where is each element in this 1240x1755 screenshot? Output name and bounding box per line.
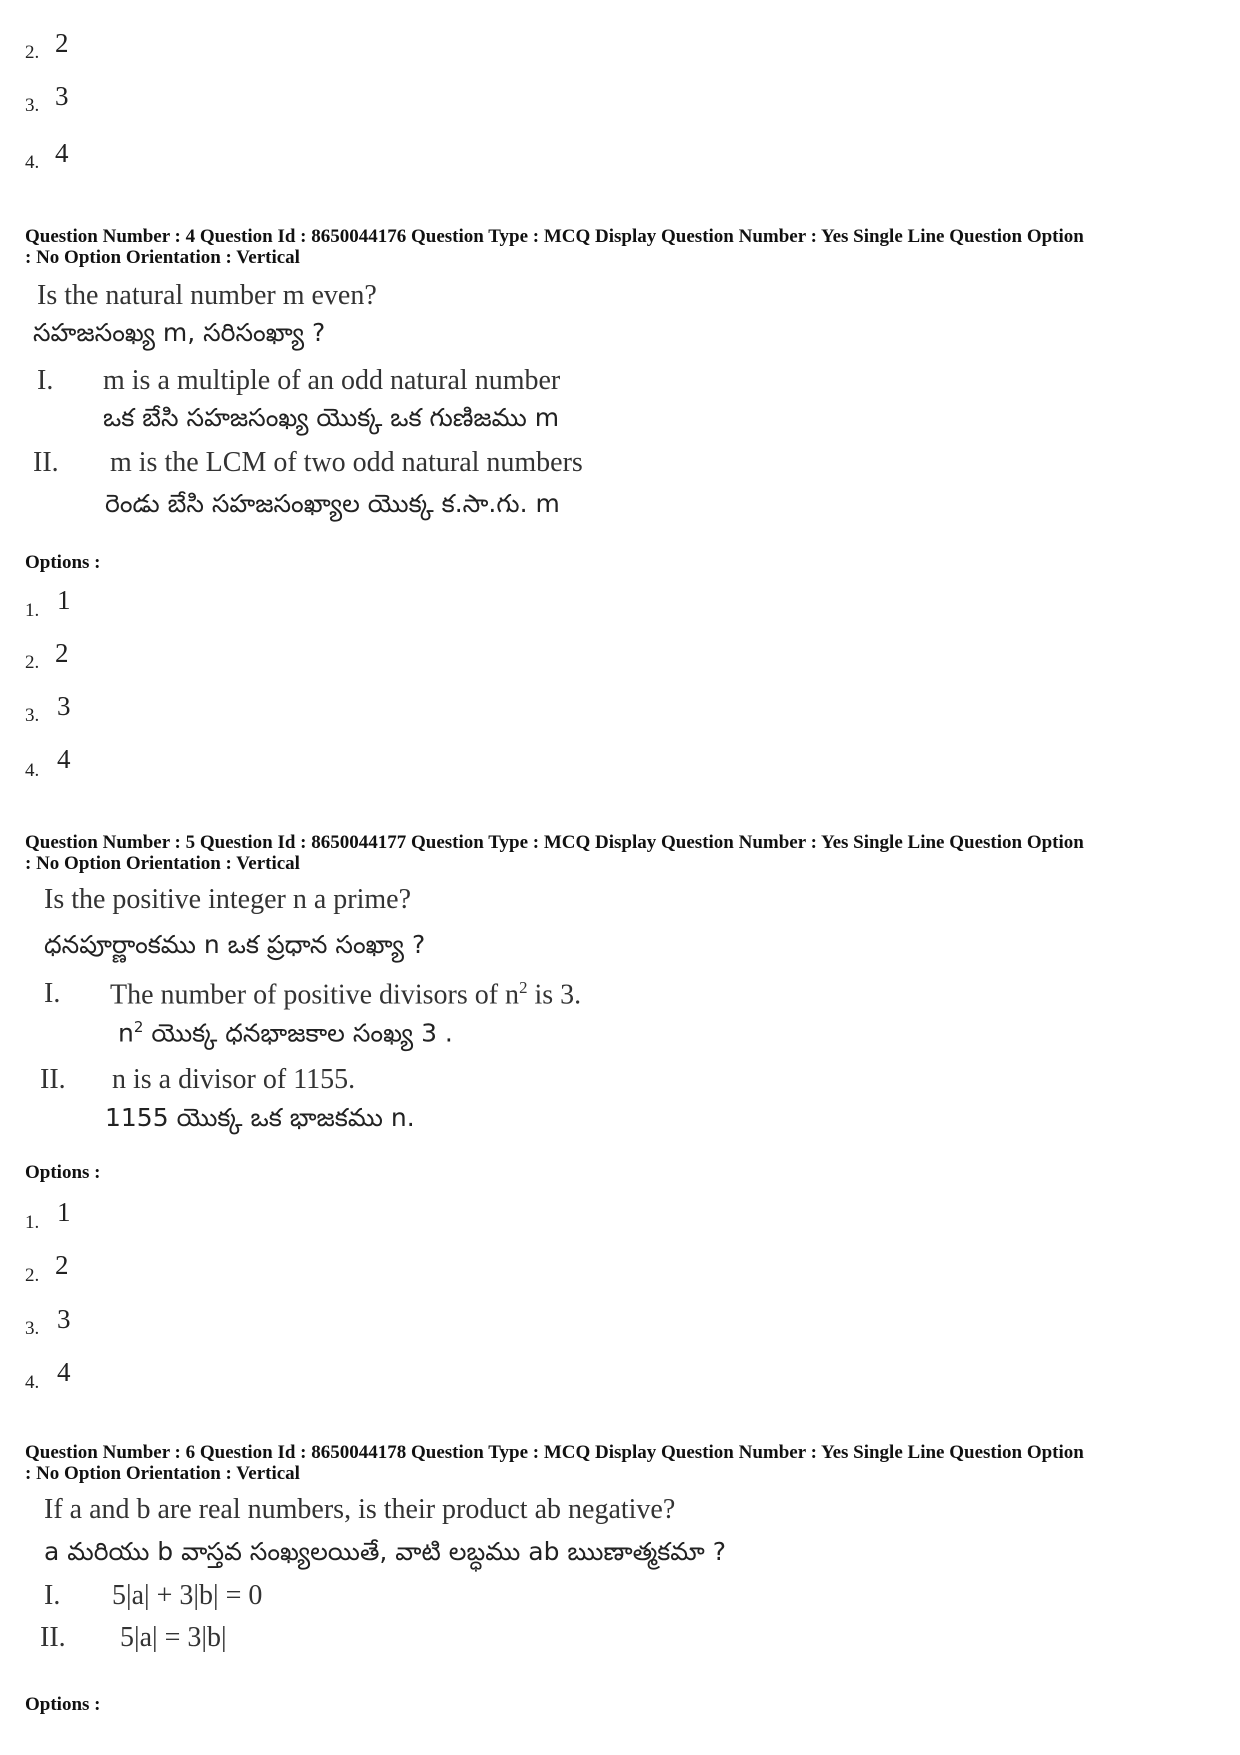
statement-1-english: m is a multiple of an odd natural number: [103, 365, 561, 396]
option-number: 4.: [25, 1372, 40, 1393]
question-header-line: Question Number : 6 Question Id : 8650044178 Question Type : MCQ Display Question Number : Yes Single Line Question Option: [25, 1442, 1084, 1463]
option-value[interactable]: 3: [57, 1304, 71, 1334]
option-value[interactable]: 1: [57, 1197, 71, 1227]
question-stem-telugu: ధనపూర్ణాంకము n ఒక ప్రధాన సంఖ్యా ?: [44, 930, 426, 959]
option-number: 1.: [25, 600, 40, 621]
options-label: Options :: [25, 1694, 101, 1715]
text-part: is 3.: [527, 979, 582, 1011]
option-number: 2.: [25, 652, 40, 673]
option-value: 4: [55, 138, 69, 168]
option-number: 4.: [25, 152, 40, 173]
question-header-line: Question Number : 4 Question Id : 8650044176 Question Type : MCQ Display Question Number : Yes Single Line Question Option: [25, 226, 1084, 247]
options-label: Options :: [25, 1162, 101, 1183]
question-header-line: : No Option Orientation : Vertical: [25, 247, 300, 268]
option-value[interactable]: 2: [55, 1250, 69, 1280]
text-part: The number of positive divisors of n: [110, 979, 520, 1011]
statement-2-telugu: రెండు బేసి సహజసంఖ్యాల యొక్క క.సా.గు. m: [105, 489, 560, 518]
question-stem-english: Is the natural number m even?: [37, 280, 377, 311]
option-number: 1.: [25, 1212, 40, 1233]
statement-numeral: II.: [40, 1622, 66, 1653]
statement-2-expression: 5|a| = 3|b|: [120, 1622, 227, 1653]
question-header: [25, 832, 1220, 874]
option-number: 3.: [25, 95, 40, 116]
option-value[interactable]: 4: [57, 1357, 71, 1387]
superscript: 2: [133, 1018, 144, 1036]
options-label: Options :: [25, 552, 101, 573]
statement-1-telugu: [118, 1018, 453, 1054]
option-value[interactable]: 1: [57, 585, 71, 615]
statement-numeral: II.: [33, 447, 59, 478]
statement-2-english: n is a divisor of 1155.: [112, 1064, 356, 1095]
text-part: n: [118, 1018, 134, 1048]
option-number: 2.: [25, 42, 40, 63]
option-number: 3.: [25, 705, 40, 726]
option-value[interactable]: 2: [55, 638, 69, 668]
text-part: యొక్క ధనభాజకాల సంఖ్య 3 .: [143, 1018, 453, 1048]
option-value[interactable]: 4: [57, 744, 71, 774]
statement-numeral: I.: [44, 1580, 61, 1611]
question-header-line: : No Option Orientation : Vertical: [25, 853, 300, 874]
option-value[interactable]: 3: [57, 691, 71, 721]
statement-numeral: I.: [37, 365, 54, 396]
question-stem-telugu: a మరియు b వాస్తవ సంఖ్యలయితే, వాటి లబ్ధము ab ఋణాత్మకమా ?: [44, 1537, 726, 1566]
option-number: 4.: [25, 760, 40, 781]
superscript: 2: [519, 978, 528, 997]
statement-1-telugu: ఒక బేసి సహజసంఖ్య యొక్క ఒక గుణిజము m: [103, 403, 560, 432]
option-value: 2: [55, 28, 69, 58]
question-header: [25, 226, 1220, 268]
option-value: 3: [55, 81, 69, 111]
statement-1-english: [110, 978, 581, 1011]
statement-numeral: I.: [44, 978, 61, 1009]
statement-numeral: II.: [40, 1064, 66, 1095]
question-stem-english: Is the positive integer n a prime?: [44, 884, 411, 915]
question-stem-telugu: సహజసంఖ్య m, సరిసంఖ్యా ?: [33, 318, 326, 347]
option-number: 2.: [25, 1265, 40, 1286]
question-header-line: : No Option Orientation : Vertical: [25, 1463, 300, 1484]
question-stem-english: If a and b are real numbers, is their product ab negative?: [44, 1494, 676, 1525]
statement-2-telugu: 1155 యొక్క ఒక భాజకము n.: [105, 1103, 415, 1132]
option-number: 3.: [25, 1318, 40, 1339]
statement-1-expression: 5|a| + 3|b| = 0: [112, 1580, 263, 1611]
question-header: [25, 1442, 1220, 1484]
question-header-line: Question Number : 5 Question Id : 8650044177 Question Type : MCQ Display Question Number : Yes Single Line Question Option: [25, 832, 1084, 853]
statement-2-english: m is the LCM of two odd natural numbers: [110, 447, 583, 478]
